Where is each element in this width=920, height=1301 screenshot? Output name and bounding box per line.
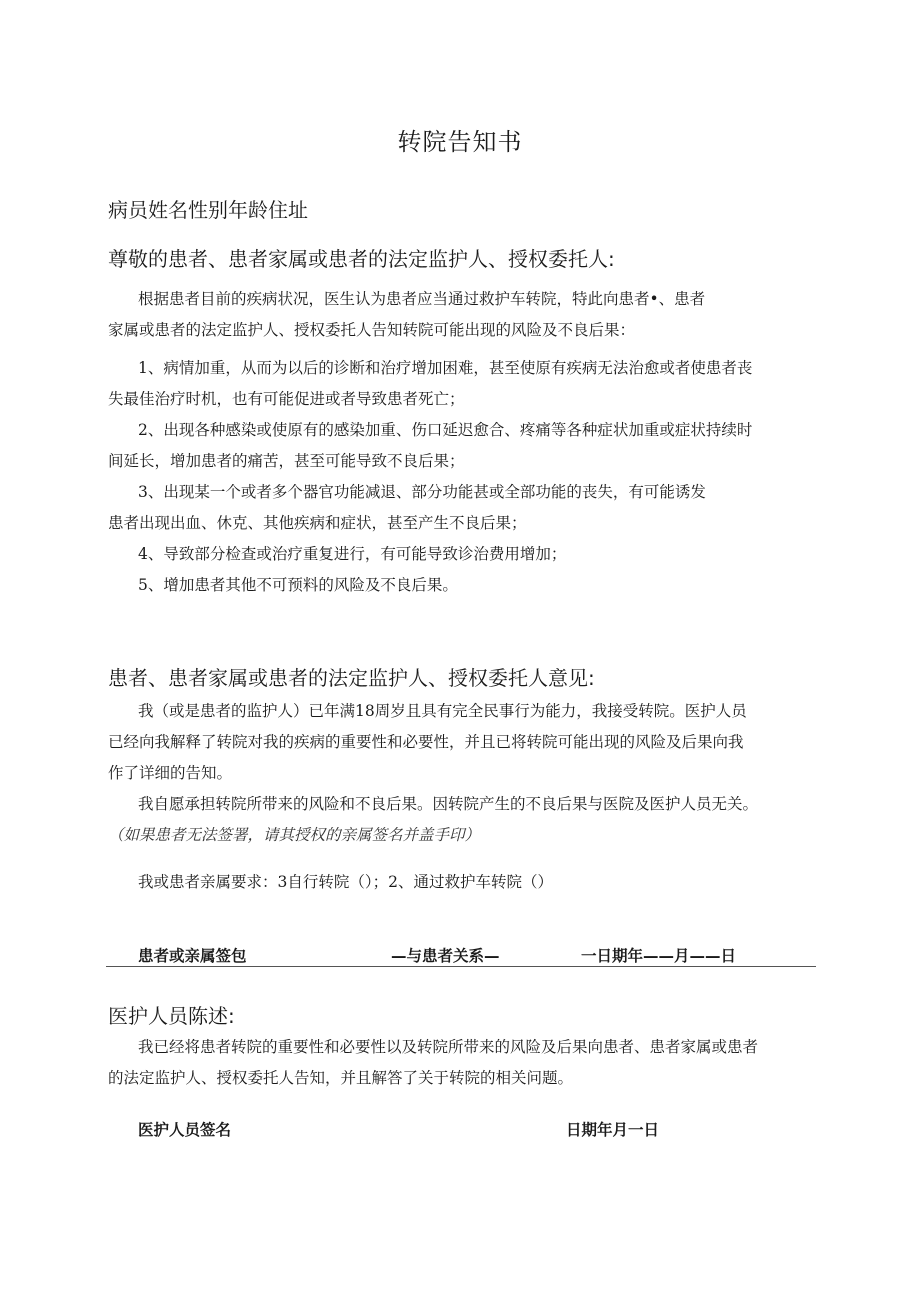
staff-line-1: 我已经将患者转院的重要性和必要性以及转院所带来的风险及后果向患者、患者家属或患者 bbox=[138, 1038, 759, 1056]
transfer-request-line: 我或患者亲属要求：3自行转院（）；2、通过救护车转院（） bbox=[138, 873, 553, 891]
intro-line-2: 家属或患者的法定监护人、授权委托人告知转院可能出现的风险及不良后果： bbox=[108, 321, 636, 339]
signature-note: （如果患者无法签署，请其授权的亲属签名并盖手印） bbox=[108, 826, 481, 844]
intro-line-1: 根据患者目前的疾病状况，医生认为患者应当通过救护车转院，特此向患者•、患者 bbox=[138, 290, 706, 308]
relation-label: —与患者关系— bbox=[391, 947, 500, 965]
signature-divider bbox=[106, 966, 816, 967]
opinion-line-1: 我（或是患者的监护人）已年满18周岁且具有完全民事行为能力，我接受转院。医护人员 bbox=[138, 702, 747, 720]
staff-date-label: 日期年月一日 bbox=[566, 1121, 660, 1139]
risk-item-1-line-2: 失最佳治疗时机，也有可能促进或者导致患者死亡； bbox=[108, 390, 465, 408]
patient-info-line: 病员姓名性别年龄住址 bbox=[108, 198, 308, 222]
opinion-statement bbox=[108, 696, 820, 851]
staff-heading: 医护人员陈述: bbox=[108, 1004, 235, 1028]
opinion-line-3: 作了详细的告知。 bbox=[108, 764, 233, 782]
opinion-heading: 患者、患者家属或患者的法定监护人、授权委托人意见: bbox=[108, 666, 595, 690]
opinion-disclaimer: 我自愿承担转院所带来的风险和不良后果。因转院产生的不良后果与医院及医护人员无关。 bbox=[138, 795, 759, 813]
patient-signature-label: 患者或亲属签包 bbox=[138, 947, 247, 965]
opinion-line-2: 已经向我解释了转院对我的疾病的重要性和必要性，并且已将转院可能出现的风险及后果向我 bbox=[108, 733, 744, 751]
risk-item-3-line-2: 患者出现出血、休克、其他疾病和症状，甚至产生不良后果； bbox=[108, 514, 527, 532]
risk-item-1-line-1: 1、病情加重，从而为以后的诊断和治疗增加困难，甚至使原有疾病无法治愈或者使患者丧 bbox=[138, 359, 753, 377]
patient-date-label: 一日期年——月——日 bbox=[581, 947, 737, 965]
risk-item-2-line-1: 2、出现各种感染或使原有的感染加重、伤口延迟愈合、疼痛等各种症状加重或症状持续时 bbox=[138, 421, 753, 439]
staff-line-2: 的法定监护人、授权委托人告知，并且解答了关于转院的相关问题。 bbox=[108, 1069, 574, 1087]
transfer-request bbox=[108, 867, 820, 898]
staff-statement bbox=[108, 1032, 820, 1094]
risk-item-3-line-1: 3、出现某一个或者多个器官功能减退、部分功能甚或全部功能的丧失，有可能诱发 bbox=[138, 483, 706, 501]
risk-item-5: 5、增加患者其他不可预料的风险及不良后果。 bbox=[138, 576, 458, 594]
risk-item-4: 4、导致部分检查或治疗重复进行，有可能导致诊治费用增加； bbox=[138, 545, 567, 563]
risk-list bbox=[108, 353, 820, 601]
risk-item-2-line-2: 间延长，增加患者的痛苦，甚至可能导致不良后果； bbox=[108, 452, 465, 470]
intro-paragraph bbox=[108, 284, 820, 346]
salutation: 尊敬的患者、患者家属或患者的法定监护人、授权委托人: bbox=[108, 247, 615, 271]
staff-signature-label: 医护人员签名 bbox=[138, 1121, 232, 1139]
document-title: 转院告知书 bbox=[397, 128, 523, 156]
